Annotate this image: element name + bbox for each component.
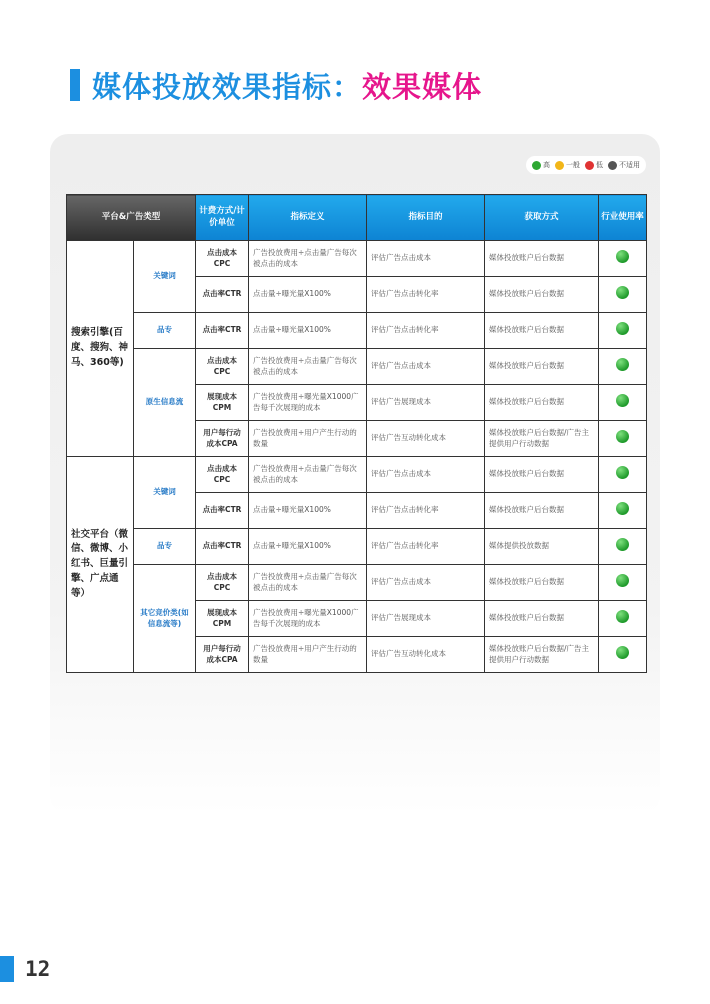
source-cell: 媒体投放账户后台数据 xyxy=(485,241,599,277)
purpose-cell: 评估广告点击成本 xyxy=(367,241,485,277)
metrics-table xyxy=(66,194,647,673)
title-accent-bar xyxy=(70,69,80,101)
definition-cell: 点击量÷曝光量X100% xyxy=(249,313,367,349)
usage-cell xyxy=(599,313,647,349)
usage-high-dot-icon xyxy=(616,286,629,299)
page-number-bar xyxy=(0,956,14,982)
yellow-dot-icon xyxy=(555,161,564,170)
ad-type-cell: 品专 xyxy=(134,529,196,565)
page-title-block xyxy=(70,66,482,104)
usage-cell xyxy=(599,457,647,493)
usage-high-dot-icon xyxy=(616,358,629,371)
source-cell: 媒体投放账户后台数据 xyxy=(485,277,599,313)
source-cell: 媒体投放账户后台数据/广告主提供用户行动数据 xyxy=(485,637,599,673)
billing-cell: 点击率CTR xyxy=(196,313,249,349)
usage-cell xyxy=(599,529,647,565)
usage-high-dot-icon xyxy=(616,610,629,623)
table-row xyxy=(67,313,647,349)
source-cell: 媒体投放账户后台数据 xyxy=(485,313,599,349)
purpose-cell: 评估广告点击转化率 xyxy=(367,277,485,313)
usage-high-dot-icon xyxy=(616,538,629,551)
definition-cell: 广告投放费用÷曝光量X1000广告每千次展现的成本 xyxy=(249,601,367,637)
usage-cell xyxy=(599,421,647,457)
legend-item-high xyxy=(532,160,550,170)
definition-cell: 广告投放费用÷用户产生行动的数量 xyxy=(249,637,367,673)
purpose-cell: 评估广告点击成本 xyxy=(367,349,485,385)
definition-cell: 广告投放费用÷点击量广告每次被点击的成本 xyxy=(249,457,367,493)
usage-high-dot-icon xyxy=(616,646,629,659)
ad-type-cell: 关键词 xyxy=(134,457,196,529)
usage-high-dot-icon xyxy=(616,322,629,335)
table-row xyxy=(67,457,647,493)
billing-cell: 点击成本CPC xyxy=(196,349,249,385)
legend-item-na xyxy=(608,160,640,170)
purpose-cell: 评估广告点击成本 xyxy=(367,565,485,601)
legend-label: 一般 xyxy=(566,161,580,169)
legend-label: 不适用 xyxy=(619,161,640,169)
ad-type-cell: 原生信息流 xyxy=(134,349,196,457)
usage-high-dot-icon xyxy=(616,250,629,263)
billing-cell: 展现成本CPM xyxy=(196,385,249,421)
usage-cell xyxy=(599,565,647,601)
table-header-row xyxy=(67,195,647,241)
ad-type-cell: 品专 xyxy=(134,313,196,349)
platform-cell: 社交平台（微信、微博、小红书、巨量引擎、广点通等） xyxy=(67,457,134,673)
table-row xyxy=(67,241,647,277)
billing-cell: 展现成本CPM xyxy=(196,601,249,637)
billing-cell: 点击成本CPC xyxy=(196,565,249,601)
definition-cell: 点击量÷曝光量X100% xyxy=(249,529,367,565)
source-cell: 媒体投放账户后台数据 xyxy=(485,565,599,601)
header-purpose: 指标目的 xyxy=(367,195,485,241)
table-row xyxy=(67,565,647,601)
title-part-2: 效果媒体 xyxy=(362,69,483,104)
legend-label: 高 xyxy=(543,161,550,169)
purpose-cell: 评估广告互动转化成本 xyxy=(367,637,485,673)
header-definition: 指标定义 xyxy=(249,195,367,241)
usage-cell xyxy=(599,385,647,421)
definition-cell: 广告投放费用÷曝光量X1000广告每千次展现的成本 xyxy=(249,385,367,421)
page-title xyxy=(92,65,482,106)
definition-cell: 点击量÷曝光量X100% xyxy=(249,493,367,529)
purpose-cell: 评估广告点击转化率 xyxy=(367,493,485,529)
usage-high-dot-icon xyxy=(616,502,629,515)
header-usage: 行业使用率 xyxy=(599,195,647,241)
usage-cell xyxy=(599,493,647,529)
source-cell: 媒体投放账户后台数据/广告主提供用户行动数据 xyxy=(485,421,599,457)
source-cell: 媒体投放账户后台数据 xyxy=(485,385,599,421)
legend-label: 低 xyxy=(596,161,603,169)
definition-cell: 广告投放费用÷点击量广告每次被点击的成本 xyxy=(249,241,367,277)
usage-high-dot-icon xyxy=(616,430,629,443)
usage-high-dot-icon xyxy=(616,394,629,407)
purpose-cell: 评估广告互动转化成本 xyxy=(367,421,485,457)
billing-cell: 用户每行动成本CPA xyxy=(196,421,249,457)
legend-item-medium xyxy=(555,160,580,170)
legend xyxy=(526,156,646,174)
usage-high-dot-icon xyxy=(616,574,629,587)
definition-cell: 广告投放费用÷点击量广告每次被点击的成本 xyxy=(249,349,367,385)
definition-cell: 广告投放费用÷点击量广告每次被点击的成本 xyxy=(249,565,367,601)
billing-cell: 点击成本CPC xyxy=(196,457,249,493)
purpose-cell: 评估广告点击成本 xyxy=(367,457,485,493)
purpose-cell: 评估广告点击转化率 xyxy=(367,313,485,349)
usage-cell xyxy=(599,637,647,673)
purpose-cell: 评估广告点击转化率 xyxy=(367,529,485,565)
green-dot-icon xyxy=(532,161,541,170)
source-cell: 媒体投放账户后台数据 xyxy=(485,349,599,385)
usage-cell xyxy=(599,349,647,385)
usage-cell xyxy=(599,241,647,277)
page-number: 12 xyxy=(25,957,51,981)
purpose-cell: 评估广告展现成本 xyxy=(367,601,485,637)
usage-cell xyxy=(599,277,647,313)
legend-item-low xyxy=(585,160,603,170)
billing-cell: 点击成本CPC xyxy=(196,241,249,277)
billing-cell: 点击率CTR xyxy=(196,493,249,529)
ad-type-cell: 关键词 xyxy=(134,241,196,313)
table-row xyxy=(67,529,647,565)
table-row xyxy=(67,349,647,385)
source-cell: 媒体投放账户后台数据 xyxy=(485,493,599,529)
platform-cell: 搜索引擎(百度、搜狗、神马、360等) xyxy=(67,241,134,457)
billing-cell: 用户每行动成本CPA xyxy=(196,637,249,673)
billing-cell: 点击率CTR xyxy=(196,529,249,565)
title-part-1: 媒体投放效果指标： xyxy=(92,69,363,104)
header-billing: 计费方式/计价单位 xyxy=(196,195,249,241)
definition-cell: 点击量÷曝光量X100% xyxy=(249,277,367,313)
gray-dot-icon xyxy=(608,161,617,170)
header-platform: 平台&广告类型 xyxy=(67,195,196,241)
billing-cell: 点击率CTR xyxy=(196,277,249,313)
content-card xyxy=(50,134,660,814)
purpose-cell: 评估广告展现成本 xyxy=(367,385,485,421)
usage-high-dot-icon xyxy=(616,466,629,479)
source-cell: 媒体投放账户后台数据 xyxy=(485,601,599,637)
source-cell: 媒体提供投放数据 xyxy=(485,529,599,565)
red-dot-icon xyxy=(585,161,594,170)
definition-cell: 广告投放费用÷用户产生行动的数量 xyxy=(249,421,367,457)
source-cell: 媒体投放账户后台数据 xyxy=(485,457,599,493)
ad-type-cell: 其它竞价类(如信息流等) xyxy=(134,565,196,673)
usage-cell xyxy=(599,601,647,637)
header-source: 获取方式 xyxy=(485,195,599,241)
